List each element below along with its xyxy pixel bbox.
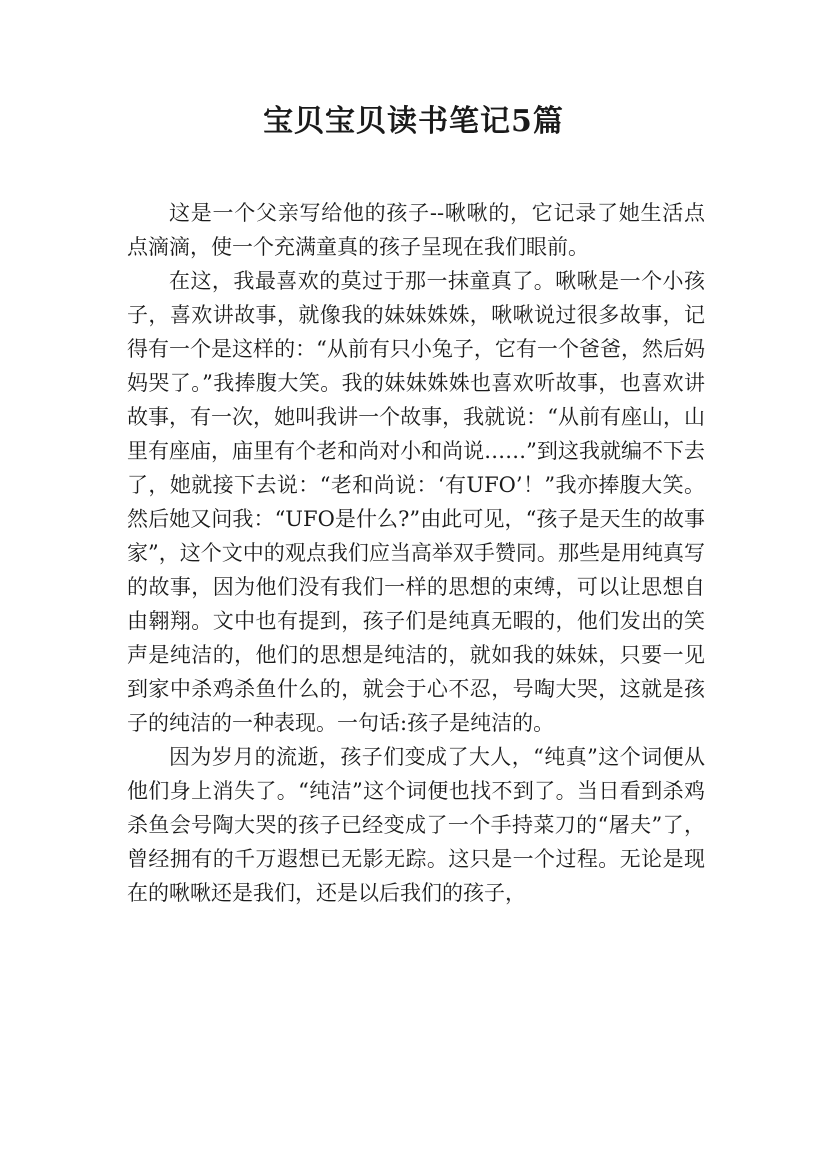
document-body [127,196,705,910]
paragraph-1: 这是一个父亲写给他的孩子--啾啾的，它记录了她生活点点滴滴，使一个充满童真的孩子呈现在我们眼前。 [127,201,705,259]
document-title: 宝贝宝贝读书笔记5篇 [263,104,564,139]
paragraph-3: 因为岁月的流逝，孩子们变成了大人，“纯真”这个词便从他们身上消失了。“纯洁”这个词便也找不到了。当日看到杀鸡杀鱼会号陶大哭的孩子已经变成了一个手持菜刀的“屠夫”了，曾经拥有的千万遐想已无影无踪。这只是一个过程。无论是现在的啾啾还是我们，还是以后我们的孩子， [127,745,705,905]
paragraph-2: 在这，我最喜欢的莫过于那一抹童真了。啾啾是一个小孩子，喜欢讲故事，就像我的妹妹姝姝，啾啾说过很多故事，记得有一个是这样的：“从前有只小兔子，它有一个爸爸，然后妈妈哭了。”我捧腹大笑。我的妹妹姝姝也喜欢听故事，也喜欢讲故事，有一次，她叫我讲一个故事，我就说：“从前有座山，山里有座庙，庙里有个老和尚对小和尚说……”到这我就编不下去了，她就接下去说：“老和尚说：‘有UFO’！”我亦捧腹大笑。然后她又问我：“UFO是什么?”由此可见，“孩子是天生的故事家”，这个文中的观点我们应当高举双手赞同。那些是用纯真写的故事，因为他们没有我们一样的思想的束缚，可以让思想自由翱翔。文中也有提到，孩子们是纯真无暇的，他们发出的笑声是纯洁的，他们的思想是纯洁的，就如我的妹妹，只要一见到家中杀鸡杀鱼什么的，就会于心不忍，号啕大哭，这就是孩子的纯洁的一种表现。一句话:孩子是纯洁的。 [127,269,705,735]
